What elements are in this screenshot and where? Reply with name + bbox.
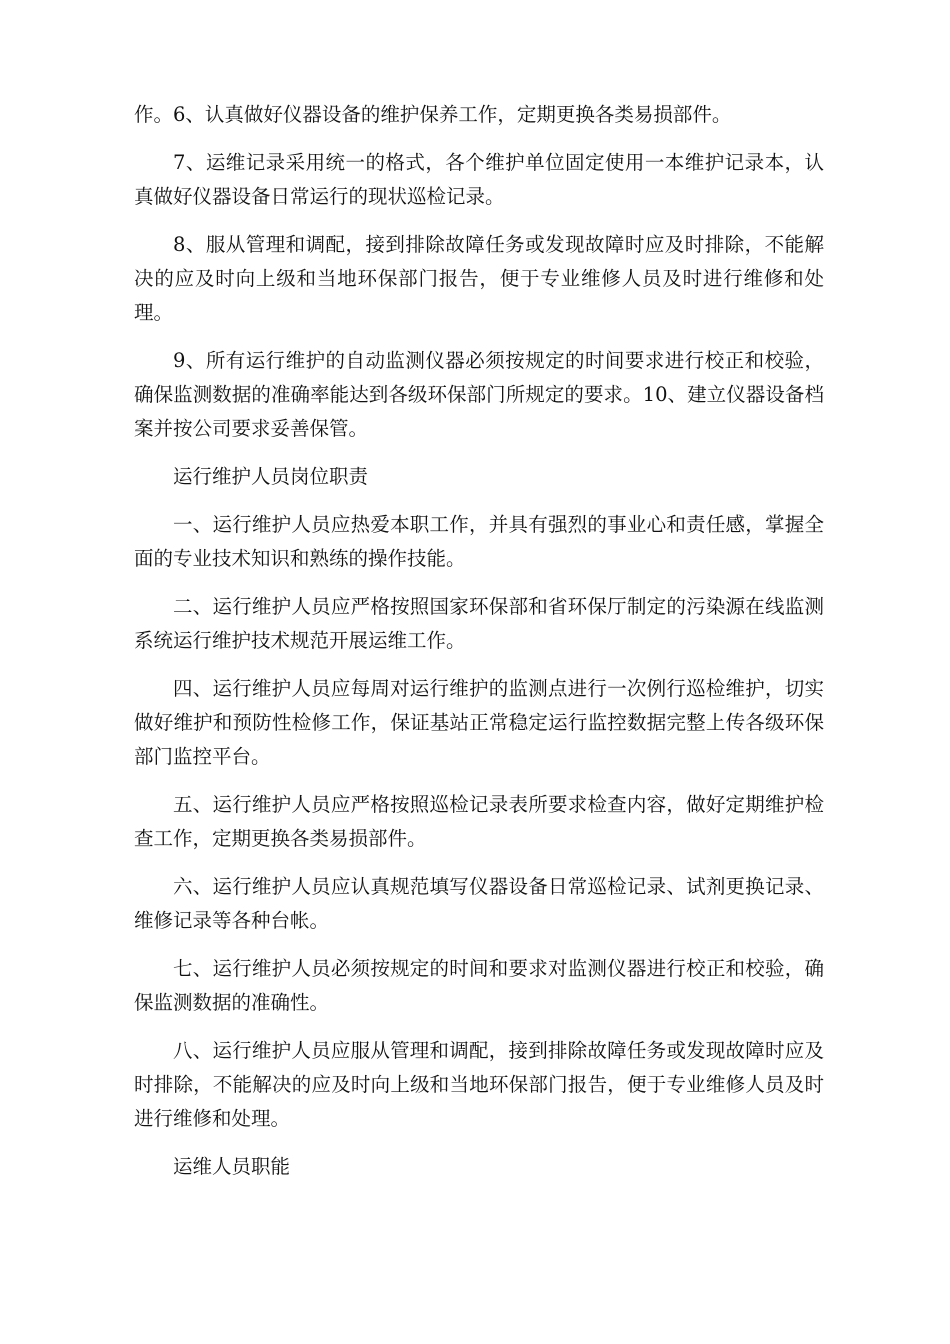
section-heading-staff-functions: 运维人员职能 (173, 1155, 291, 1178)
paragraph-item-8: 8、服从管理和调配，接到排除故障任务或发现故障时应及时排除，不能解决的应及时向上级和当地环保部门报告，便于专业维修人员及时进行维修和处理。 (134, 233, 824, 324)
paragraph-item-7: 7、运维记录采用统一的格式，各个维护单位固定使用一本维护记录本，认真做好仪器设备日常运行的现状巡检记录。 (134, 151, 824, 208)
paragraph-duty-6: 六、运行维护人员应认真规范填写仪器设备日常巡检记录、试剂更换记录、维修记录等各种台帐。 (134, 875, 824, 932)
paragraph-duty-1: 一、运行维护人员应热爱本职工作，并具有强烈的事业心和责任感，掌握全面的专业技术知识和熟练的操作技能。 (134, 513, 824, 570)
paragraph-duty-5: 五、运行维护人员应严格按照巡检记录表所要求检查内容，做好定期维护检查工作，定期更换各类易损部件。 (134, 793, 824, 850)
paragraph-duty-8: 八、运行维护人员应服从管理和调配，接到排除故障任务或发现故障时应及时排除，不能解决的应及时向上级和当地环保部门报告，便于专业维修人员及时进行维修和处理。 (134, 1039, 824, 1130)
paragraph-item-9-10: 9、所有运行维护的自动监测仪器必须按规定的时间要求进行校正和校验，确保监测数据的准确率能达到各级环保部门所规定的要求。10、建立仪器设备档案并按公司要求妥善保管。 (134, 349, 824, 440)
section-heading-job-duties: 运行维护人员岗位职责 (173, 465, 369, 488)
paragraph-duty-7: 七、运行维护人员必须按规定的时间和要求对监测仪器进行校正和校验，确保监测数据的准确性。 (134, 957, 824, 1014)
paragraph-duty-2: 二、运行维护人员应严格按照国家环保部和省环保厅制定的污染源在线监测系统运行维护技术规范开展运维工作。 (134, 595, 824, 652)
paragraph-continuation-item-6: 作。6、认真做好仪器设备的维护保养工作，定期更换各类易损部件。 (134, 103, 732, 126)
paragraph-duty-4: 四、运行维护人员应每周对运行维护的监测点进行一次例行巡检维护，切实做好维护和预防性检修工作，保证基站正常稳定运行监控数据完整上传各级环保部门监控平台。 (134, 677, 824, 768)
document-body (134, 98, 824, 1198)
